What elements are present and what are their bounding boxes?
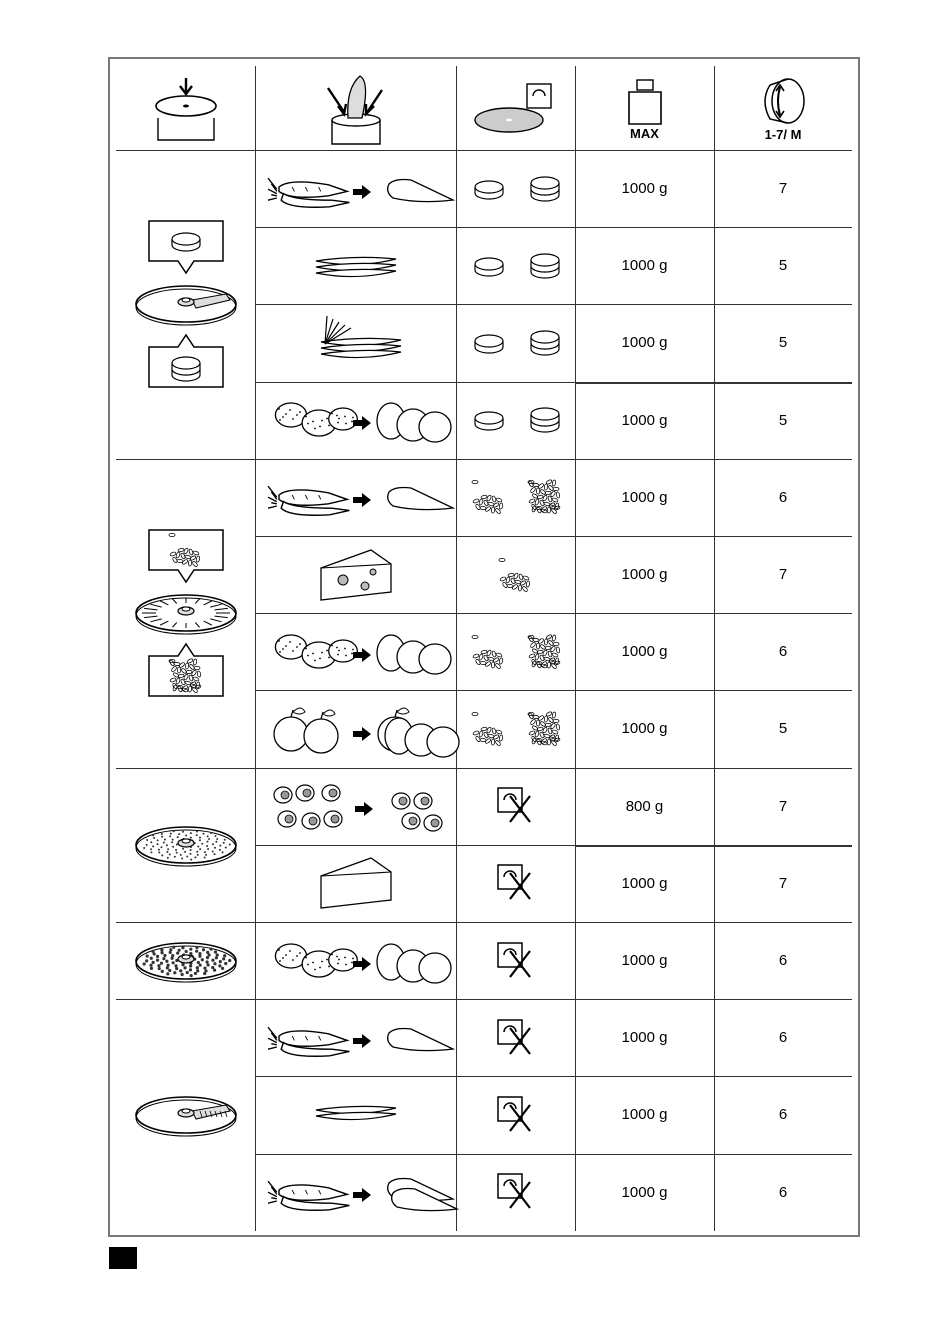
speed-cell [714, 613, 852, 690]
max-weight-value: 1000 g [621, 720, 668, 738]
speed-cell [714, 227, 852, 304]
speed-cell [714, 845, 852, 922]
speed-value: 6 [778, 1183, 788, 1201]
max-weight-value: 1000 g [621, 1029, 668, 1047]
coarse-grating-disc-icon [131, 931, 241, 991]
blade-side-cell [456, 690, 575, 767]
speed-value: 6 [778, 1106, 788, 1124]
max-weight-cell [575, 1154, 714, 1231]
julienne-disc-icon [131, 1030, 241, 1200]
blade-side-cell [456, 459, 575, 536]
leek-icon [261, 308, 451, 378]
blade-side-cell [456, 150, 575, 227]
max-weight-value: 1000 g [621, 566, 668, 584]
blade-side-cell [456, 227, 575, 304]
blade-side-icon [461, 776, 571, 836]
disc-cell-reversible-shredding-disc [116, 459, 255, 768]
speed-range-label: 1-7/ M [764, 126, 802, 142]
speed-value: 5 [778, 720, 788, 738]
speed-value: 7 [778, 566, 788, 584]
blade-side-cell [456, 382, 575, 459]
carrot-icon [261, 154, 451, 224]
speed-cell [714, 999, 852, 1076]
max-weight-value: 800 g [625, 797, 664, 815]
food-cell [255, 150, 456, 227]
speed-cell [714, 459, 852, 536]
cucumber-icon [261, 231, 451, 301]
blade-side-icon [461, 545, 571, 605]
blade-side-icon [461, 1162, 571, 1222]
disc-cell-reversible-slicing-disc [116, 150, 255, 459]
blade-side-icon [461, 236, 571, 296]
blade-side-icon [461, 853, 571, 913]
cheese-icon [261, 540, 451, 610]
max-weight-cell [575, 536, 714, 613]
blade-side-cell [456, 536, 575, 613]
blade-side-cell [456, 304, 575, 381]
speed-value: 7 [778, 874, 788, 892]
max-weight-cell [575, 227, 714, 304]
speed-cell [714, 382, 852, 459]
zucchini-icon [261, 1080, 451, 1150]
max-weight-cell [575, 150, 714, 227]
fine-grating-disc-icon [131, 815, 241, 875]
max-weight-cell [575, 382, 714, 459]
speed-cell [714, 1076, 852, 1153]
food-cell [255, 845, 456, 922]
max-weight-cell [575, 922, 714, 999]
carrot-icon [261, 462, 451, 532]
blade-side-icon [461, 1085, 571, 1145]
max-weight-cell [575, 1076, 714, 1153]
speed-cell [714, 536, 852, 613]
reverse-disc-icon [471, 68, 561, 148]
max-weight-cell [575, 845, 714, 922]
reversible-slicing-disc-icon [131, 219, 241, 389]
speed-cell [714, 304, 852, 381]
max-weight-value: 1000 g [621, 952, 668, 970]
max-weight-value: 1000 g [621, 1183, 668, 1201]
max-weight-value: 1000 g [621, 488, 668, 506]
disc-cell-fine-grating-disc [116, 768, 255, 922]
speed-value: 7 [778, 180, 788, 198]
speed-value: 6 [778, 1029, 788, 1047]
header-max-weight [575, 66, 714, 150]
speed-cell [714, 690, 852, 767]
speed-cell [714, 768, 852, 845]
blade-side-icon [461, 699, 571, 759]
speed-value: 6 [778, 488, 788, 506]
food-cell [255, 922, 456, 999]
max-weight-cell [575, 999, 714, 1076]
potato-icon [261, 617, 451, 687]
speed-value: 5 [778, 334, 788, 352]
max-weight-cell [575, 613, 714, 690]
carrot-icon [261, 1003, 451, 1073]
max-weight-cell [575, 690, 714, 767]
food-cell [255, 768, 456, 845]
header-feed-tube-icon [255, 66, 456, 150]
blade-side-cell [456, 768, 575, 845]
max-weight-value: 1000 g [621, 1106, 668, 1124]
blade-side-icon [461, 467, 571, 527]
food-cell [255, 690, 456, 767]
food-cell [255, 536, 456, 613]
speed-cell [714, 1154, 852, 1231]
header-attach-disc-icon [116, 66, 255, 150]
food-cell [255, 382, 456, 459]
blade-side-cell [456, 845, 575, 922]
nuts-icon [261, 771, 451, 841]
header-reverse-disc-icon [456, 66, 575, 150]
blade-side-icon [461, 931, 571, 991]
feed-tube-icon [316, 68, 396, 148]
food-cell [255, 1076, 456, 1153]
disc-cell-coarse-grating-disc [116, 922, 255, 999]
speed-value: 6 [778, 952, 788, 970]
max-weight-cell [575, 768, 714, 845]
reversible-shredding-disc-icon [131, 528, 241, 698]
disc-cell-julienne-disc [116, 999, 255, 1231]
speed-value: 7 [778, 797, 788, 815]
blade-side-icon [461, 313, 571, 373]
max-weight-value: 1000 g [621, 643, 668, 661]
speed-cell [714, 922, 852, 999]
food-cell [255, 459, 456, 536]
food-cell [255, 1154, 456, 1231]
blade-side-cell [456, 999, 575, 1076]
blade-side-cell [456, 613, 575, 690]
blade-side-cell [456, 1076, 575, 1153]
speed-cell [714, 150, 852, 227]
speed-value: 6 [778, 643, 788, 661]
header-speed [714, 66, 852, 150]
max-weight-cell [575, 459, 714, 536]
potato-icon [261, 385, 451, 455]
blade-side-icon [461, 390, 571, 450]
food-cell [255, 304, 456, 381]
hard-cheese-icon [261, 848, 451, 918]
max-weight-value: 1000 g [621, 334, 668, 352]
speed-dial-icon [758, 75, 808, 127]
blade-side-icon [461, 159, 571, 219]
speed-value: 5 [778, 257, 788, 275]
blade-side-icon [461, 1008, 571, 1068]
potato-icon [261, 926, 451, 996]
blade-side-icon [461, 622, 571, 682]
max-weight-label: MAX [630, 125, 659, 141]
parsnip-icon [261, 1157, 451, 1227]
max-weight-value: 1000 g [621, 180, 668, 198]
weight-icon [625, 76, 665, 126]
food-cell [255, 999, 456, 1076]
blade-side-cell [456, 1154, 575, 1231]
food-cell [255, 613, 456, 690]
food-cell [255, 227, 456, 304]
speed-value: 5 [778, 411, 788, 429]
page-marker [109, 1247, 137, 1269]
apple-icon [261, 694, 451, 764]
max-weight-cell [575, 304, 714, 381]
max-weight-value: 1000 g [621, 411, 668, 429]
max-weight-value: 1000 g [621, 257, 668, 275]
max-weight-value: 1000 g [621, 874, 668, 892]
blade-side-cell [456, 922, 575, 999]
attach-disc-icon [146, 68, 226, 148]
